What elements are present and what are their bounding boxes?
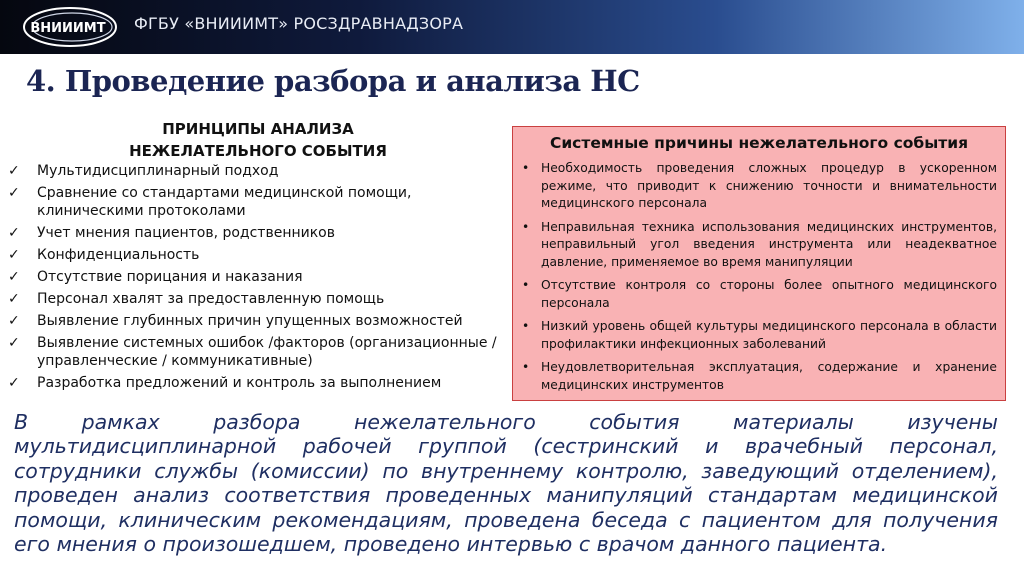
principle-item xyxy=(8,184,508,221)
cause-item xyxy=(513,318,1005,353)
slide-title: 4. Проведение разбора и анализа НС xyxy=(26,64,640,98)
slide-header xyxy=(0,0,1024,54)
system-causes-box xyxy=(512,126,1006,401)
principle-item xyxy=(8,334,508,371)
principle-item xyxy=(8,268,508,287)
bullet-icon: • xyxy=(522,278,530,292)
principles-heading xyxy=(8,118,508,162)
svg-text:ВНИИИМТ: ВНИИИМТ xyxy=(30,21,106,36)
cause-text: Отсутствие контроля со стороны более опытного медицинского персонала xyxy=(541,278,997,310)
cause-text: Необходимость проведения сложных процедур в ускоренном режиме, что приводит к снижению точности и внимательности медицинского персонала xyxy=(541,161,997,210)
bullet-icon: • xyxy=(522,161,530,175)
summary-paragraph xyxy=(14,410,998,556)
bullet-icon: • xyxy=(522,319,530,333)
check-icon: ✓ xyxy=(8,375,20,392)
cause-text: Низкий уровень общей культуры медицинского персонала в области профилактики инфекционных заболеваний xyxy=(541,319,997,351)
principle-text: Выявление глубинных причин упущенных возможностей xyxy=(37,312,463,329)
principle-text: Конфиденциальность xyxy=(37,247,200,264)
cause-text: Неудовлетворительная эксплуатация, содержание и хранение медицинских инструментов xyxy=(541,360,997,392)
system-causes-title: Системные причины нежелательного события xyxy=(549,134,969,152)
principle-text: Выявление системных ошибок /факторов (организационные / управленческие / коммуникативные) xyxy=(37,334,497,370)
summary-line: помощи, клиническим рекомендациям, проведена беседа с пациентом для получения xyxy=(14,507,998,532)
principle-text: Учет мнения пациентов, родственников xyxy=(37,225,335,242)
system-causes-list xyxy=(513,160,1005,394)
principles-heading-line: ПРИНЦИПЫ АНАЛИЗА xyxy=(162,120,354,138)
organization-name: ФГБУ «ВНИИИМТ» РОСЗДРАВНАДЗОРА xyxy=(134,14,464,33)
principle-item xyxy=(8,312,508,331)
principle-item xyxy=(8,374,508,393)
principle-item xyxy=(8,224,508,243)
principle-text: Мультидисциплинарный подход xyxy=(37,163,279,179)
summary-line: В рамках разбора нежелательного события материалы изучены xyxy=(14,410,998,434)
check-icon: ✓ xyxy=(8,163,20,179)
principles-heading-line: НЕЖЕЛАТЕЛЬНОГО СОБЫТИЯ xyxy=(129,142,387,160)
principle-item xyxy=(8,162,508,181)
cause-item xyxy=(513,359,1005,394)
principle-text: Отсутствие порицания и наказания xyxy=(37,269,303,286)
principle-text: Сравнение со стандартами медицинской помощи, клиническими протоколами xyxy=(37,184,412,220)
check-icon: ✓ xyxy=(8,290,20,307)
cause-item xyxy=(513,219,1005,272)
check-icon: ✓ xyxy=(8,225,20,242)
bullet-icon: • xyxy=(522,360,530,374)
check-icon: ✓ xyxy=(8,247,20,264)
principle-text: Разработка предложений и контроль за выполнением xyxy=(37,375,442,392)
principle-item xyxy=(8,290,508,309)
summary-line: мультидисциплинарной рабочей группой (сестринский и врачебный персонал, xyxy=(14,434,998,459)
cause-text: Неправильная техника использования медицинских инструментов, неправильный угол введения инструмента или неадекватное давление, применяемое во время манипуляции xyxy=(541,219,997,269)
principles-list xyxy=(8,162,508,396)
check-icon: ✓ xyxy=(8,184,20,201)
check-icon: ✓ xyxy=(8,312,20,329)
summary-line: проведен анализ соответствия проведенных манипуляций стандартам медицинской xyxy=(14,483,998,508)
principle-text: Персонал хвалят за предоставленную помощь xyxy=(37,290,385,307)
summary-line: его мнения о произошедшем, проведено интервью с врачом данного пациента. xyxy=(14,532,888,557)
cause-item xyxy=(513,160,1005,213)
bullet-icon: • xyxy=(522,219,530,234)
check-icon: ✓ xyxy=(8,334,20,351)
cause-item xyxy=(513,277,1005,312)
vniiimt-logo xyxy=(22,6,122,48)
summary-line: сотрудники службы (комиссии) по внутреннему контролю, заведующий отделением), xyxy=(14,458,998,483)
check-icon: ✓ xyxy=(8,269,20,286)
principle-item xyxy=(8,246,508,265)
